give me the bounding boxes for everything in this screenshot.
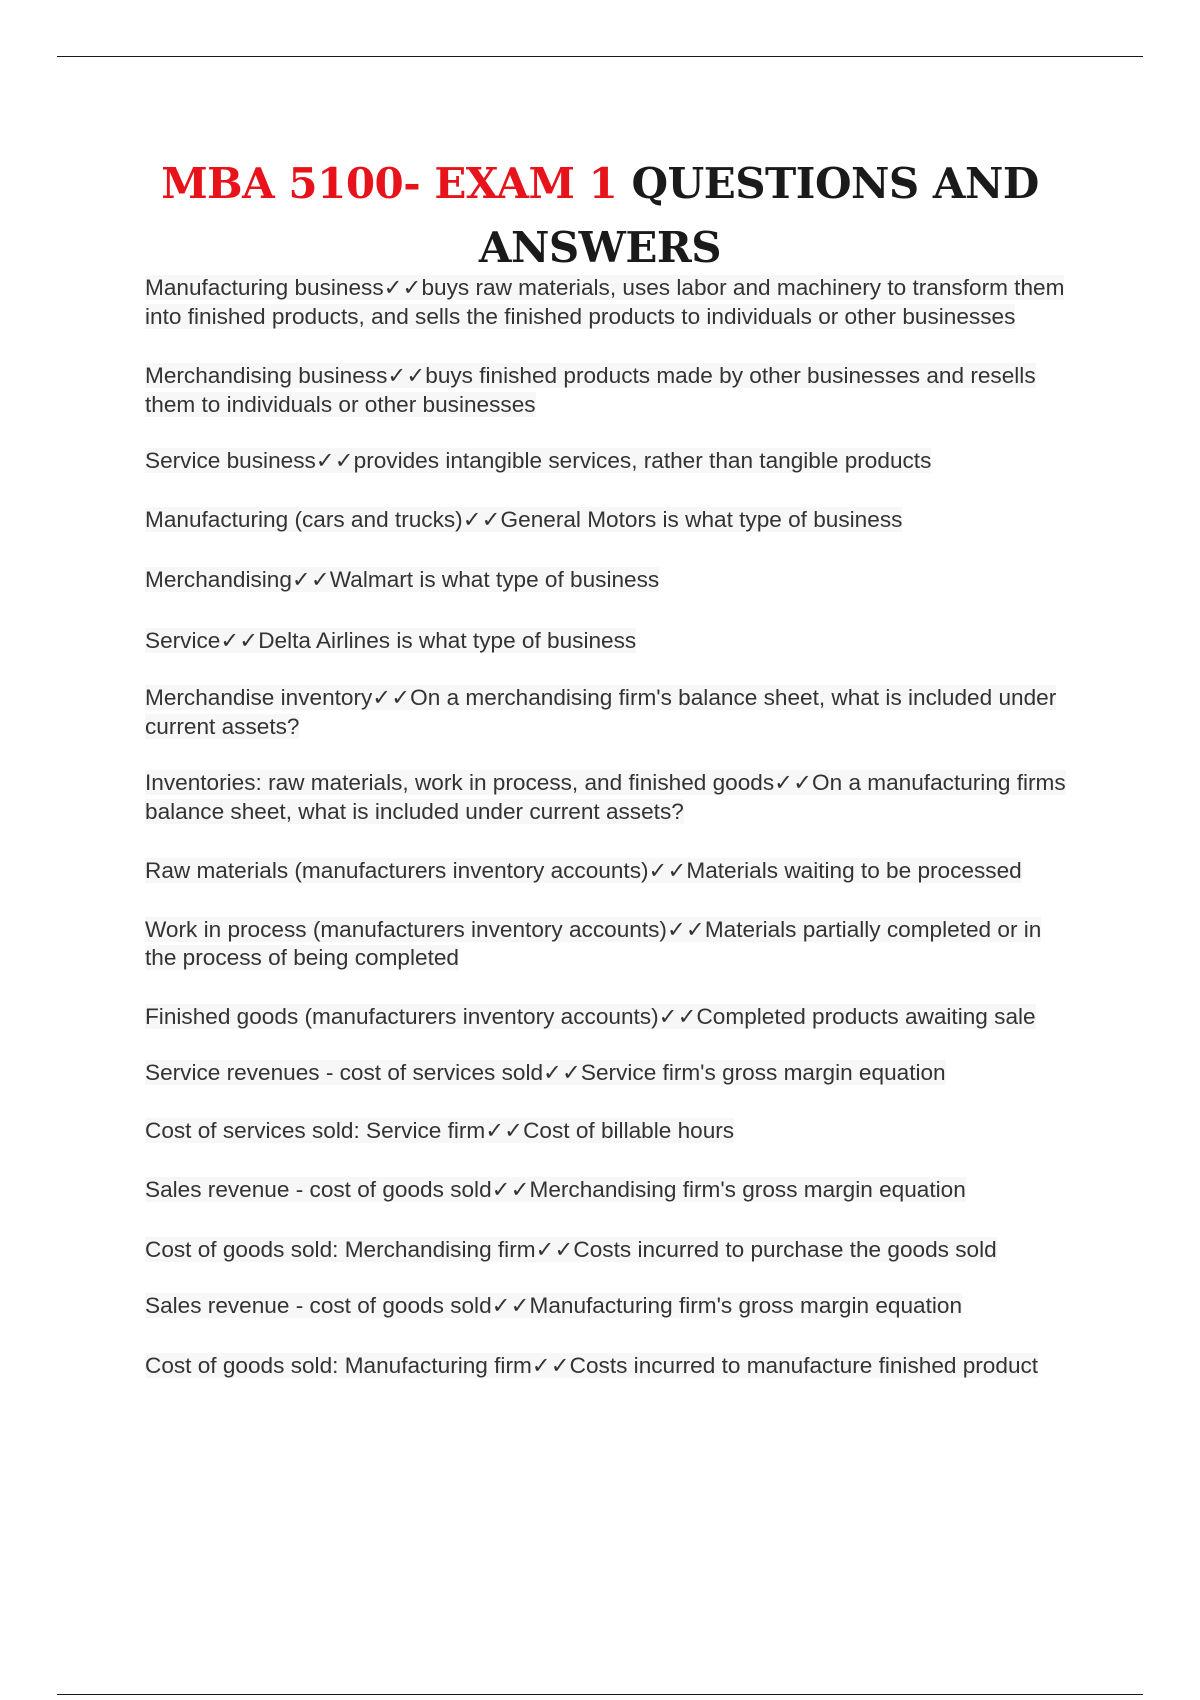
qa-text: Merchandising business✓✓buys finished products made by other businesses and resells them to individuals or other businesses <box>145 363 1036 417</box>
qa-entry <box>145 1176 1075 1207</box>
qa-text: Service✓✓Delta Airlines is what type of business <box>145 627 637 653</box>
qa-text: Work in process (manufacturers inventory accounts)✓✓Materials partially completed or in the process of being completed <box>145 916 1042 970</box>
qa-text: Raw materials (manufacturers inventory accounts)✓✓Materials waiting to be processed <box>145 858 1022 883</box>
qa-text: Service revenues - cost of services sold✓✓Service firm's gross margin equation <box>145 1060 946 1085</box>
title-course-code: MBA 5100- EXAM 1 <box>161 159 618 208</box>
qa-entry <box>145 566 1075 597</box>
qa-text: Cost of services sold: Service firm✓✓Cost of billable hours <box>145 1117 735 1143</box>
qa-text: Service business✓✓provides intangible services, rather than tangible products <box>145 448 932 473</box>
qa-entry <box>145 1292 1075 1323</box>
qa-text: Merchandise inventory✓✓On a merchandising firm's balance sheet, what is included under current assets? <box>145 685 1057 739</box>
qa-entry <box>145 1352 1075 1383</box>
qa-text: Manufacturing (cars and trucks)✓✓General Motors is what type of business <box>145 506 903 532</box>
qa-entry <box>145 506 1075 537</box>
qa-entry <box>145 1236 1075 1267</box>
document-title <box>120 152 1080 280</box>
title-subject: QUESTIONS AND ANSWERS <box>478 159 1039 272</box>
qa-entry <box>145 857 1075 888</box>
footer-rule <box>57 1694 1143 1695</box>
qa-text: Sales revenue - cost of goods sold✓✓Manufacturing firm's gross margin equation <box>145 1293 963 1318</box>
qa-text: Finished goods (manufacturers inventory accounts)✓✓Completed products awaiting sale <box>145 1003 1036 1029</box>
qa-entry <box>145 769 1075 828</box>
qa-entry <box>145 447 1075 478</box>
qa-text: Merchandising✓✓Walmart is what type of business <box>145 567 660 592</box>
qa-list <box>145 274 1075 1382</box>
qa-entry <box>145 362 1075 421</box>
qa-text: Manufacturing business✓✓buys raw materials, uses labor and machinery to transform them into finished products, and sells the finished products to individuals or other businesses <box>145 275 1065 329</box>
qa-entry <box>145 1059 1075 1090</box>
header-rule <box>57 56 1143 57</box>
qa-text: Cost of goods sold: Manufacturing firm✓✓Costs incurred to manufacture finished product <box>145 1352 1039 1378</box>
qa-text: Sales revenue - cost of goods sold✓✓Merchandising firm's gross margin equation <box>145 1177 966 1202</box>
qa-entry <box>145 684 1075 743</box>
qa-entry <box>145 916 1075 975</box>
qa-text: Inventories: raw materials, work in process, and finished goods✓✓On a manufacturing firms balance sheet, what is included under current assets? <box>145 770 1066 824</box>
qa-entry <box>145 627 1075 658</box>
qa-entry <box>145 274 1075 333</box>
qa-entry <box>145 1003 1075 1034</box>
qa-entry <box>145 1117 1075 1148</box>
qa-text: Cost of goods sold: Merchandising firm✓✓Costs incurred to purchase the goods sold <box>145 1236 997 1262</box>
